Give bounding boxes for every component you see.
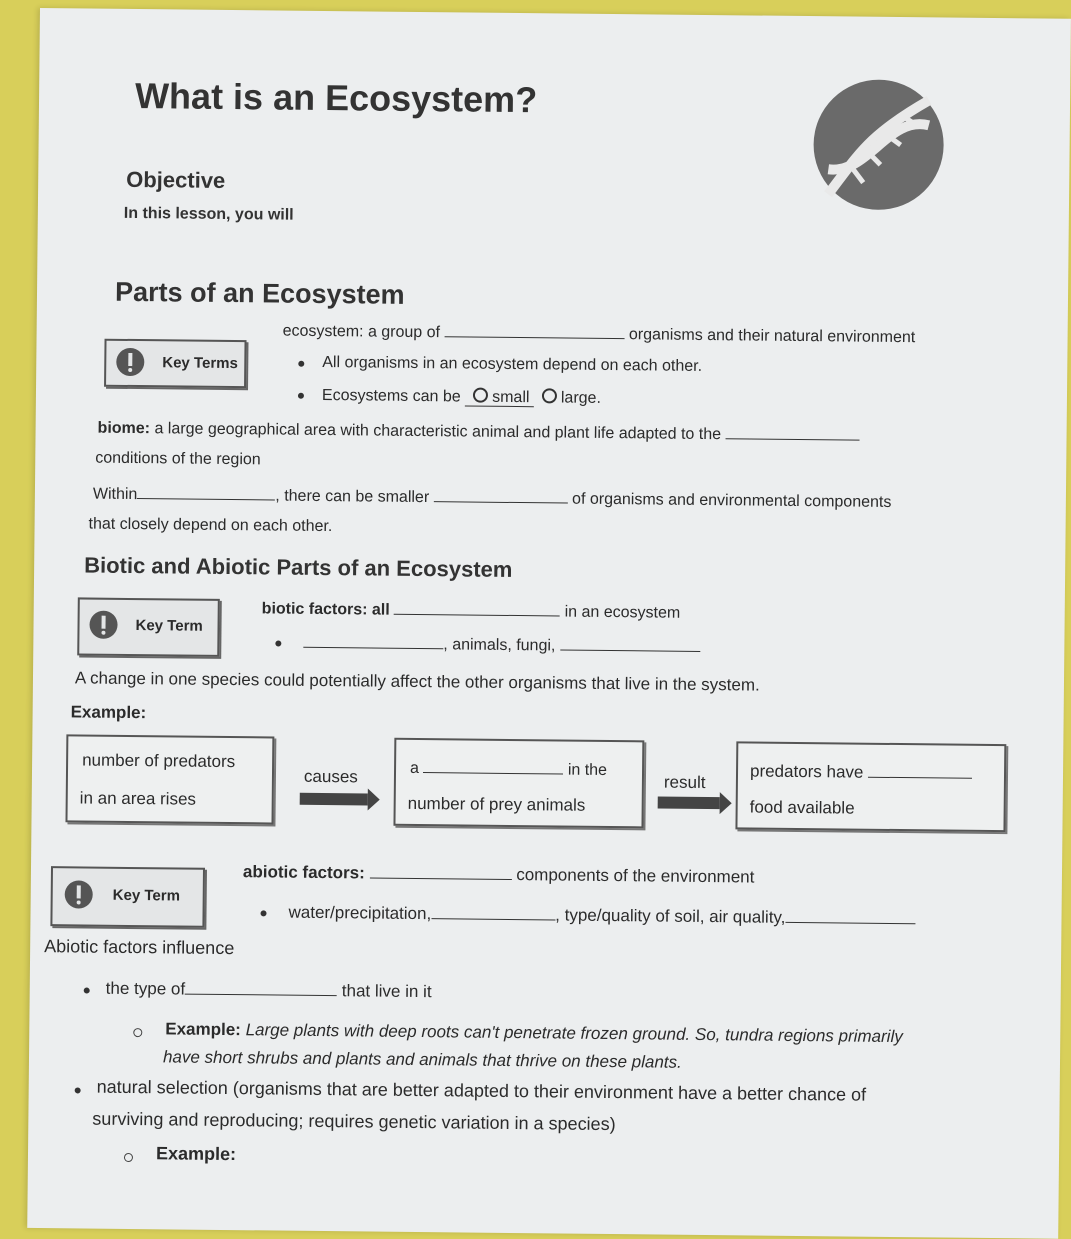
influence-example-1: Example: Large plants with deep roots can't penetrate frozen ground. So, tundra regions primarily <box>165 1019 903 1047</box>
effect-box: a in the number of prey animals <box>393 738 644 829</box>
key-term-label: Key Term <box>112 886 181 905</box>
small-radio[interactable] <box>473 388 488 403</box>
page-title: What is an Ecosystem? <box>134 75 538 121</box>
alert-icon <box>89 611 117 639</box>
key-bullet-1: All organisms in an ecosystem depend on each other. <box>322 353 703 375</box>
influence-example-2: Example: <box>155 1143 237 1165</box>
dna-icon <box>808 74 949 215</box>
result-arrow-icon <box>658 797 720 810</box>
cause-box: number of predators in an area rises <box>65 734 274 824</box>
example-label: Example: <box>70 702 147 723</box>
causes-arrow-icon <box>300 793 368 806</box>
objective-heading: Objective <box>126 166 226 193</box>
biome-definition: biome: a large geographical area with characteristic animal and plant life adapted to the <box>98 418 860 446</box>
influence-example-1-cont: have short shrubs and plants and animals that thrive on these plants. <box>162 1047 682 1072</box>
biotic-examples: , animals, fungi, <box>303 633 700 657</box>
abiotic-examples: water/precipitation, , type/quality of soil, air quality, <box>288 903 915 930</box>
biotic-key-term-box <box>77 597 220 656</box>
parts-heading: Parts of an Ecosystem <box>114 276 405 310</box>
key-terms-label: Key Terms <box>162 354 238 373</box>
change-statement: A change in one species could potentially affect the other organisms that live in the system. <box>74 668 760 695</box>
causes-label: causes <box>303 766 358 787</box>
alert-icon <box>116 348 144 376</box>
key-terms-box <box>104 339 246 388</box>
influence-heading: Abiotic factors influence <box>44 936 235 959</box>
influence-item-2: natural selection (organisms that are better adapted to their environment have a better chance of <box>96 1076 867 1105</box>
worksheet-page <box>27 8 1071 1239</box>
objective-text: In this lesson, you will <box>123 204 294 224</box>
ecosystem-definition: ecosystem: a group of organisms and their natural environment <box>282 322 916 347</box>
influence-item-1: the type of that live in it <box>105 978 432 1002</box>
biome-definition-cont: conditions of the region <box>95 449 261 469</box>
biotic-definition: biotic factors: all in an ecosystem <box>261 600 681 622</box>
within-sentence: Within , there can be smaller of organisms and environmental components <box>92 485 892 511</box>
alert-icon <box>65 880 93 908</box>
abiotic-definition: abiotic factors: components of the environment <box>242 862 755 887</box>
key-bullet-2: Ecosystems can be small large. <box>321 386 602 407</box>
biotic-heading: Biotic and Abiotic Parts of an Ecosystem <box>84 552 513 582</box>
result-label: result <box>663 772 706 793</box>
influence-item-2-cont: surviving and reproducing; requires genetic variation in a species) <box>92 1108 616 1135</box>
large-radio[interactable] <box>542 388 557 403</box>
abiotic-key-term-box <box>50 866 205 928</box>
within-sentence-cont: that closely depend on each other. <box>88 515 333 536</box>
result-box: predators have food available <box>735 741 1006 832</box>
key-term-label: Key Term <box>135 617 203 635</box>
